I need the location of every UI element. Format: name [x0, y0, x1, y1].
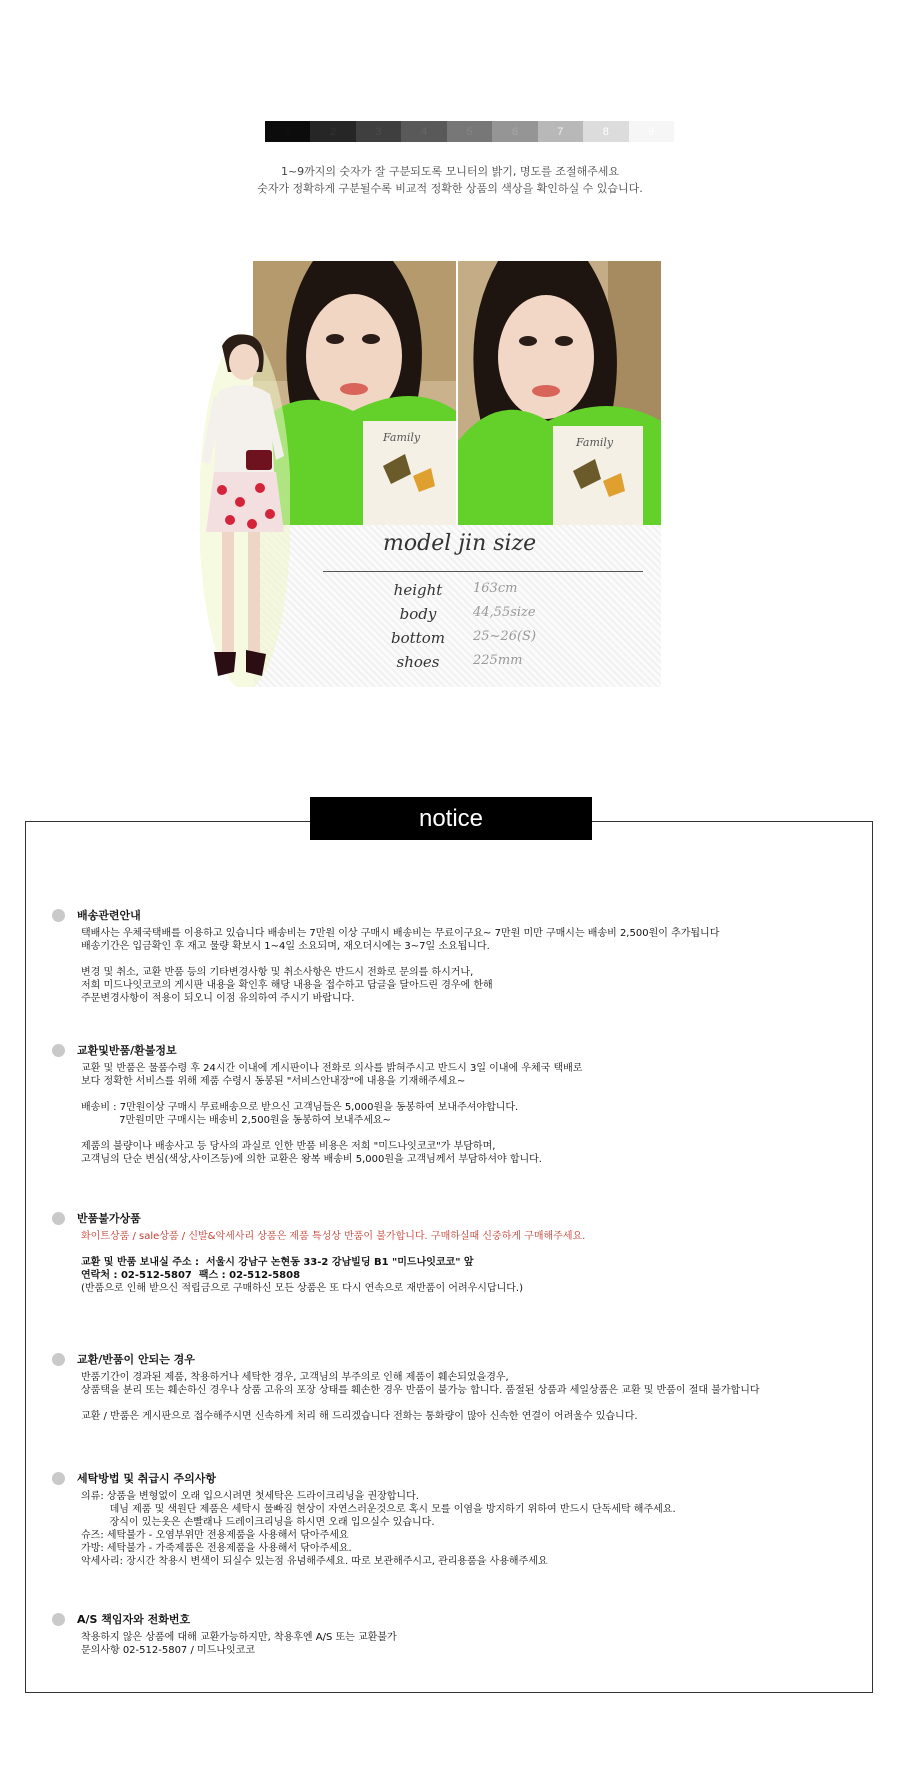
section-body: [81, 1062, 871, 1166]
contact-line: 연락처 : 02-512-5807 팩스 : 02-512-5808: [81, 1270, 301, 1281]
text-line: 7만원미만 구매시는 배송비 2,500원을 동봉하여 보내주세요~: [81, 1115, 391, 1126]
calibration-text-2: 숫자가 정확하게 구분될수록 비교적 정확한 상품의 색상을 확인하실 수 있습니다.: [257, 182, 643, 195]
section-title: 교환및반품/환불정보: [77, 1044, 177, 1057]
text-line: 고객님의 단순 변심(색상,사이즈등)에 의한 교환은 왕복 배송비 5,000원을 고객님께서 부담하셔야 합니다.: [81, 1154, 542, 1165]
notice-banner: notice: [310, 797, 592, 840]
text-line: 보다 정확한 서비스를 위해 제품 수령시 동봉된 "서비스안내장"에 내용을 기재해주세요~: [81, 1076, 466, 1087]
section-header: [52, 1611, 190, 1627]
divider: [323, 571, 643, 572]
svg-text:Family: Family: [576, 436, 614, 449]
gray-cell: 3: [356, 121, 401, 142]
section-header: [52, 1210, 141, 1226]
return-address: 교환 및 반품 보내실 주소 : 서울시 강남구 논현동 33-2 강남빌딩 B1 "미드나잇코코" 앞: [81, 1257, 474, 1268]
size-value: 25~26(S): [473, 629, 537, 644]
calibration-text-1: 1~9까지의 숫자가 잘 구분되도록 모니터의 밝기, 명도를 조절해주세요: [280, 165, 620, 178]
size-key: shoes: [396, 653, 440, 671]
notice-box: [25, 821, 873, 1693]
gray-cell: 8: [583, 121, 628, 142]
grayscale-calibration-strip: [265, 121, 674, 142]
model-size-panel: [253, 525, 661, 687]
size-row: [383, 605, 643, 627]
model-fullbody-photo: [200, 332, 290, 687]
gray-cell: 9: [629, 121, 674, 142]
section-body: [81, 1371, 871, 1423]
text-line: 반품기간이 경과된 제품, 착용하거나 세탁한 경우, 고객님의 부주의로 인해 제품이 훼손되었을경우,: [81, 1372, 509, 1383]
section-body: [81, 1230, 871, 1295]
size-row: [383, 629, 643, 651]
section-title: A/S 책임자와 전화번호: [77, 1613, 191, 1626]
bullet-icon: [52, 1044, 65, 1057]
text-line: 저희 미드나잇코코의 게시판 내용을 확인후 해당 내용을 접수하고 답글을 달아드린 경우에 한해: [81, 980, 493, 991]
size-row: [383, 581, 643, 603]
section-title: 세탁방법 및 취급시 주의사항: [77, 1472, 216, 1485]
gray-cell: 2: [310, 121, 355, 142]
gray-cell: 7: [538, 121, 583, 142]
warning-line: 화이트상품 / sale상품 / 신발&악세사리 상품은 제품 특성상 반품이 불가합니다. 구매하실때 신중하게 구매해주세요.: [81, 1231, 586, 1242]
section-title: 반품불가상품: [77, 1212, 141, 1225]
section-body: [81, 1631, 871, 1657]
text-line: 교환 및 반품은 물품수령 후 24시간 이내에 게시판이나 전화로 의사를 밝혀주시고 반드시 3일 이내에 우체국 택배로: [81, 1063, 583, 1074]
gray-cell: 5: [447, 121, 492, 142]
gray-cell: 4: [401, 121, 446, 142]
text-line: 악세사리: 장시간 착용시 변색이 되실수 있는점 유념해주세요. 따로 보관해주시고, 관리용품을 사용해주세요: [81, 1556, 548, 1567]
size-key: bottom: [391, 629, 445, 647]
bullet-icon: [52, 1212, 65, 1225]
text-line: 택배사는 우체국택배를 이용하고 있습니다 배송비는 7만원 이상 구매시 배송비는 무료이구요~ 7만원 미만 구매시는 배송비 2,500원이 추가됩니다: [81, 928, 720, 939]
section-header: [52, 1351, 195, 1367]
section-title: 교환/반품이 안되는 경우: [77, 1353, 195, 1366]
text-line: 가방: 세탁불가 - 가죽제품은 전용제품을 사용해서 닦아주세요.: [81, 1543, 352, 1554]
bullet-icon: [52, 1353, 65, 1366]
text-line: 장식이 있는옷은 손빨래나 드레이크리닝을 하시면 오래 입으실수 있습니다.: [81, 1517, 435, 1528]
model-closeup-photo-right: [458, 261, 661, 525]
text-line: 주문변경사항이 적용이 되오니 이점 유의하여 주시기 바랍니다.: [81, 993, 355, 1004]
text-line: 배송기간은 입금확인 후 재고 물량 확보시 1~4일 소요되며, 재오더시에는 3~7일 소요됩니다.: [81, 941, 490, 952]
bullet-icon: [52, 1613, 65, 1626]
gray-cell: 6: [492, 121, 537, 142]
section-body: [81, 1490, 871, 1568]
section-header: [52, 907, 141, 923]
bullet-icon: [52, 909, 65, 922]
size-key: height: [393, 581, 443, 599]
section-title: 배송관련안내: [77, 909, 141, 922]
gray-cell: 1: [265, 121, 310, 142]
text-line: (반품으로 인해 받으신 적립금으로 구매하신 모든 상품은 또 다시 연속으로 재반품이 어려우시답니다.): [81, 1283, 524, 1294]
text-line: 슈즈: 세탁불가 - 오염부위만 전용제품을 사용해서 닦아주세요: [81, 1530, 349, 1541]
model-size-title: model jin size: [383, 531, 537, 556]
text-line: 제품의 불량이나 배송사고 등 당사의 과실로 인한 반품 비용은 저희 "미드나잇코코"가 부담하며,: [81, 1141, 496, 1152]
text-line: 데님 제품 및 색원단 제품은 세탁시 물빠짐 현상이 자연스러운것으로 혹시 모를 이염을 방지하기 위하여 반드시 단독세탁 해주세요.: [81, 1504, 676, 1515]
svg-text:Family: Family: [383, 431, 421, 444]
size-value: 163cm: [473, 581, 518, 596]
model-photo-area: [253, 261, 661, 687]
text-line: 상품택을 분리 또는 훼손하신 경우나 상품 고유의 포장 상태를 훼손한 경우 반품이 불가능 합니다. 품절된 상품과 세일상품은 교환 및 반품이 절대 불가합니다: [81, 1385, 760, 1396]
section-header: [52, 1470, 216, 1486]
text-line: 의류: 상품을 변형없이 오래 입으시려면 첫세탁은 드라이크리닝을 권장합니다.: [81, 1491, 419, 1502]
section-header: [52, 1042, 177, 1058]
section-body: [81, 927, 871, 1005]
text-line: 착용하지 않은 상품에 대해 교환가능하지만, 착용후엔 A/S 또는 교환불가: [81, 1632, 397, 1643]
text-line: 변경 및 취소, 교환 반품 등의 기타변경사항 및 취소사항은 반드시 전화로 문의를 하시거나,: [81, 967, 474, 978]
size-key: body: [399, 605, 437, 623]
bullet-icon: [52, 1472, 65, 1485]
text-line: 배송비 : 7만원이상 구매시 무료배송으로 받으신 고객님들은 5,000원을 동봉하여 보내주셔야합니다.: [81, 1102, 519, 1113]
text-line: 교환 / 반품은 게시판으로 접수해주시면 신속하게 처리 해 드리겠습니다 전화는 통화량이 많아 신속한 연결이 어려울수 있습니다.: [81, 1411, 638, 1422]
size-value: 225mm: [473, 653, 523, 668]
size-value: 44,55size: [473, 605, 536, 620]
size-row: [383, 653, 643, 675]
text-line: 문의사항 02-512-5807 / 미드나잇코코: [81, 1645, 255, 1656]
